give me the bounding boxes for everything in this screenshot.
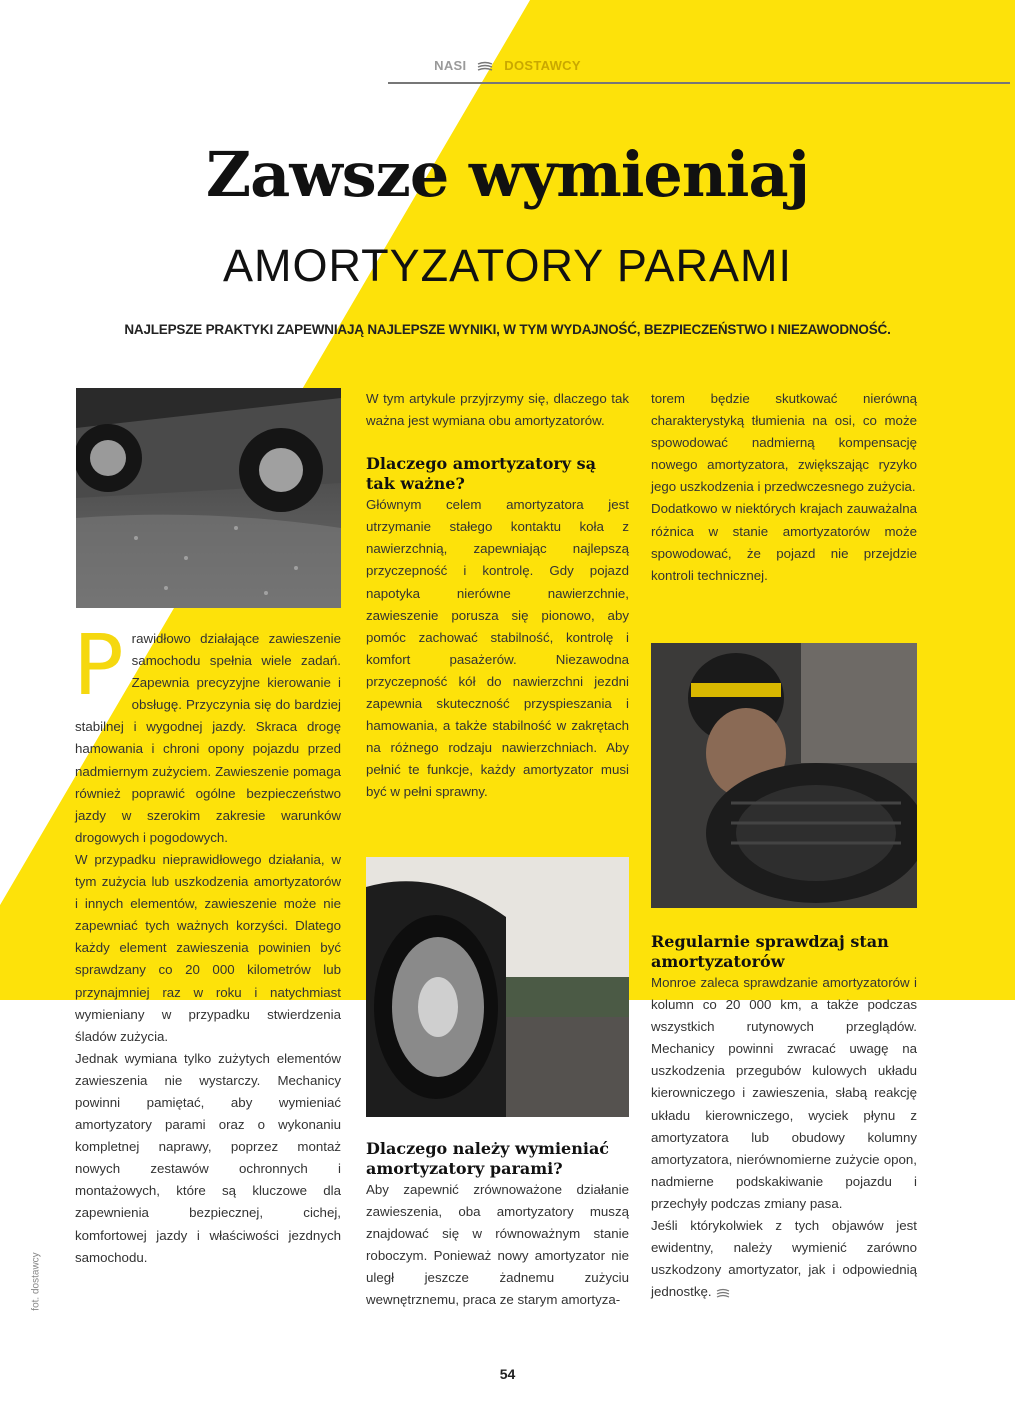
paragraph: Głównym celem amortyzatora jest utrzymanie stałego kontaktu koła z nawierzchnią, zapewniając najlepszą przyczepność i kontrolę. Gdy pojazd napotyka nierówne nawierzchnie, zawieszenie porusza się pionowo, aby pomóc zachować stabilność, kontrolę i komfort pasażerów. Niezawodna przyczepność kół do nawierzchni jezdni zapewnia skuteczność przyspieszania i hamowania, a także stabilność w zakrętach na różnego rodzaju nawierzchniach. Aby pełnić te funkcje, każdy amortyzator musi być w pełni sprawny. [366,497,629,800]
paragraph: Monroe zaleca sprawdzanie amortyzatorów i kolumn co 20 000 km, a także podczas wszystkich rutynowych przeglądów. Mechanicy powinni zwracać uwagę na uszkodzenia przegubów kulowych układu kierowniczego i zawieszenia, słabą reakcję układu kierowniczego, wyciek płynu z amortyzatora lub obudowy kolumny amortyzatora, nierównomierne zużycie opon, nadmierne podskakiwanie pojazdu i przechyły podczas zmiany pasa. [651,975,917,1211]
drop-cap: P [73,616,124,714]
spinning-wheel-photo [366,857,629,1117]
wet-road-car-photo [76,388,341,608]
mechanic-inspecting-tire-photo [651,643,917,908]
paragraph-text: Jeśli którykolwiek z tych objawów jest ewidentny, należy wymienić zarówno uszkodzony amortyzator, jak i odpowiednią jednostkę. [651,1218,917,1300]
paragraph: torem będzie skutkować nierówną charakterystyką tłumienia na osi, co może spowodować nadmierną kompensację nowego amortyzatora, zwiększając ryzyko jego uszkodzenia i przedwczesnego zużycia. [651,391,917,495]
photo-credit-text: fot. dostawcy [30,1252,42,1311]
end-mark-icon [716,1288,730,1298]
header-divider [388,82,1010,84]
paragraph [651,1215,917,1303]
paragraph: rawidłowo działające zawieszenie samochodu spełnia wiele zadań. Zapewnia precyzyjne kierowanie i obsługę. Przyczynia się do bardziej stabilnej i wygodnej jazdy. Skraca drogę hamowania i chroni opony pojazdu przed nadmiernym zużyciem. Zawieszenie pomaga również poprawić ogólne bezpieczeństwo jazdy w szerokim zakresie warunków drogowych i pogodowych. [75,631,341,845]
paragraph: Dodatkowo w niektórych krajach zauważalna różnica w stanie amortyzatorów może spowodować, że pojazd nie przejdzie kontroli technicznej. [651,501,917,583]
article-title: Zawsze wymieniaj [205,138,810,211]
column-3 [651,388,917,587]
header-right-label: DOSTAWCY [504,58,581,73]
section-heading: Dlaczego należy wymieniać amortyzatory parami? [366,1139,610,1178]
brand-swirl-icon [476,61,494,73]
section-heading: Dlaczego amortyzatory są tak ważne? [366,454,597,494]
paragraph: W przypadku nieprawidłowego działania, w tym zużycia lub uszkodzenia amortyzatorów i innych elementów, zawieszenie może nie zapewniać tych ważnych korzyści. Dlatego każdy element zawieszenia powinien być sprawdzany co 20 000 kilometrów lub przynajmniej raz w roku i natychmiast wymieniany w przypadku stwierdzenia śladów zużycia. [75,851,341,1044]
paragraph: W tym artykule przyjrzymy się, dlaczego tak ważna jest wymiana obu amortyzatorów. [366,391,629,429]
paragraph: Jednak wymiana tylko zużytych elementów zawieszenia nie wystarczy. Mechanicy powinni pamiętać, aby wymieniać amortyzatory parami oraz o wykonaniu kompletnej naprawy, poprzez montaż nowych zestawów ochronnych i montażowych, które są kluczowe dla zapewnienia bezpiecznej, cichej, komfortowej jazdy i właściwości jezdnych samochodu. [75,1050,341,1265]
article-subtitle: AMORTYZATORY PARAMI [222,240,793,291]
column-2-continued [366,1139,629,1312]
article-lead: NAJLEPSZE PRAKTYKI ZAPEWNIAJĄ NAJLEPSZE WYNIKI, W TYM WYDAJNOŚĆ, BEZPIECZEŃSTWO I NIEZAWODNOŚĆ. [124,322,891,337]
page-number: 54 [499,1366,516,1382]
paragraph: Aby zapewnić zrównoważone działanie zawieszenia, oba amortyzatory muszą znajdować się w równoważnym stanie roboczym. Ponieważ nowy amortyzator nie uległ jeszcze żadnemu zużyciu wewnętrznemu, praca ze starym amortyza- [366,1182,629,1308]
header-left-label: NASI [434,58,467,73]
section-header [0,58,1015,73]
column-2 [366,388,629,804]
column-3-continued [651,932,917,1303]
column-1 [73,616,341,1269]
section-heading: Regularnie sprawdzaj stan amortyzatorów [651,932,889,971]
photo-credit [26,1248,44,1318]
